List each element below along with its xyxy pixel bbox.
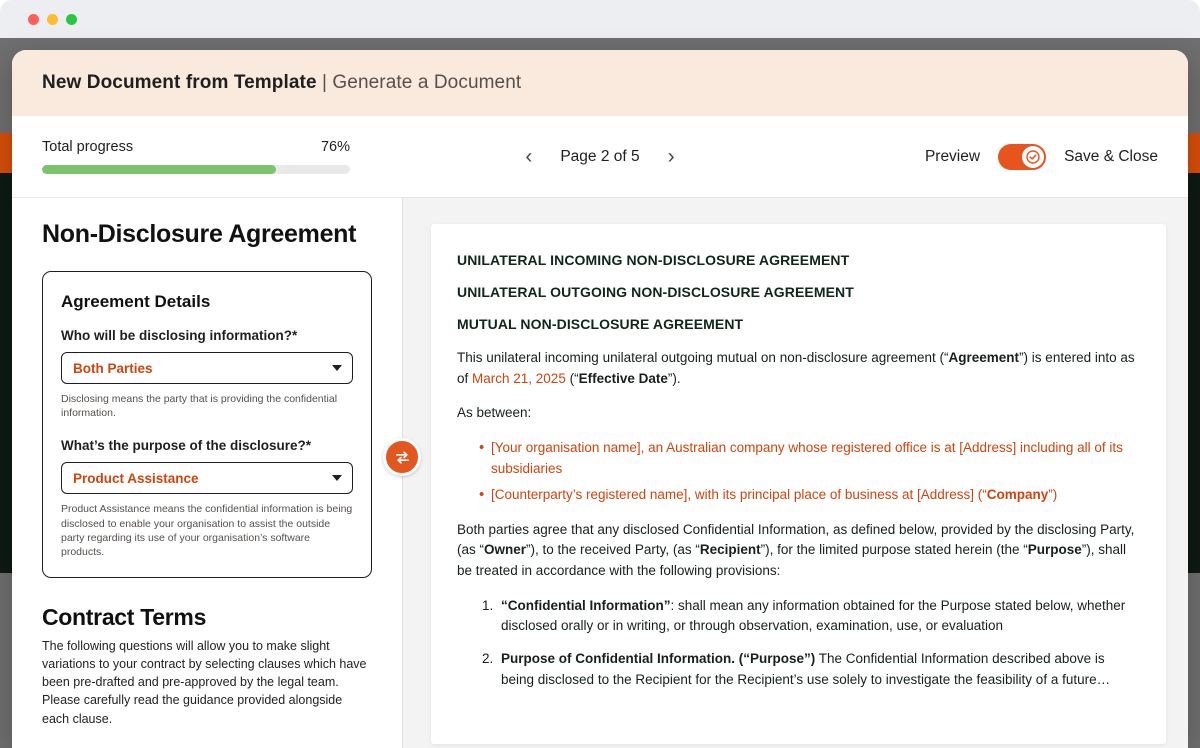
agreement-details-card (42, 271, 372, 578)
doc-heading-1: UNILATERAL INCOMING NON-DISCLOSURE AGREEMENT (457, 252, 850, 268)
party-2-bold: Company (986, 487, 1049, 503)
doc-intro-b: ”) is entered into as of (457, 350, 1135, 386)
provision-2-text: The Confidential Information described above is being disclosed to the Recipient for the Recipient’s use solely to investigate the feasibility of a future… (501, 651, 1111, 687)
doc-as-between: As between: (457, 405, 532, 421)
progress-fill (42, 165, 276, 174)
modal-header (12, 50, 1188, 116)
window-titlebar (0, 0, 1200, 38)
progress-percent: 76% (320, 139, 350, 155)
list-item (479, 438, 1140, 479)
list-item (497, 596, 1140, 637)
chevron-down-icon (332, 475, 342, 481)
disclosing-party-help: Disclosing means the party that is providing the confidential information. (61, 393, 338, 420)
para2-c: ”), for the limited purpose stated herein (the “ (760, 542, 1028, 558)
swap-arrows-icon (394, 449, 411, 466)
para2-recipient: Recipient (699, 542, 761, 558)
toolbar-right (925, 144, 1158, 170)
toggle-knob (1022, 146, 1044, 168)
doc-intro-paragraph (457, 348, 1140, 389)
contract-terms-description: The following questions will allow you to make slight variations to your contract by selecting clauses which have been pre-drafted and pre-approved by the legal team. Please carefully read the guidance provided alongside each clause. (42, 639, 367, 726)
minimize-window-icon[interactable] (47, 14, 58, 25)
modal-title-separator: | (316, 72, 333, 93)
form-panel (12, 198, 402, 748)
party-1-text: [Your organisation name], an Australian company whose registered office is at [Address] including all of its subsidiaries (491, 439, 1123, 476)
provision-1-text: : shall mean any information obtained for the Purpose stated below, whether disclosed orally or in writing, or through observation, examination, use, or evaluation (501, 597, 1126, 634)
para2-purpose: Purpose (1027, 542, 1082, 558)
preview-toggle[interactable] (998, 144, 1046, 170)
doc-intro-agreement: Agreement (948, 350, 1020, 365)
traffic-lights (28, 14, 77, 25)
para2-owner: Owner (484, 542, 527, 558)
chevron-down-icon (332, 365, 342, 371)
modal-body (12, 198, 1188, 748)
document-preview-panel (403, 198, 1188, 748)
document-paper (431, 224, 1166, 744)
provision-1-bold: “Confidential Information” (501, 597, 671, 613)
progress-toolbar (12, 116, 1188, 198)
doc-heading-2: UNILATERAL OUTGOING NON-DISCLOSURE AGREEMENT (457, 284, 854, 300)
doc-intro-d: ”). (667, 370, 681, 386)
modal-title-main: New Document from Template (42, 72, 317, 93)
document-generator-modal (12, 50, 1188, 748)
disclosing-party-select[interactable] (61, 352, 353, 384)
modal-title (42, 72, 521, 94)
doc-intro-effective-date: Effective Date (578, 370, 668, 386)
preview-label: Preview (924, 147, 981, 165)
agreement-details-title: Agreement Details (61, 292, 211, 311)
doc-intro-date: March 21, 2025 (472, 370, 566, 386)
list-item (497, 649, 1140, 690)
next-page-icon[interactable]: › (662, 144, 681, 169)
doc-heading-3: MUTUAL NON-DISCLOSURE AGREEMENT (457, 316, 744, 332)
purpose-value: Product Assistance (73, 470, 199, 486)
progress-label: Total progress (42, 139, 134, 155)
party-2-text: [Counterparty’s registered name], with its principal place of business at [Address] (“ (491, 487, 987, 503)
progress-track (42, 165, 350, 174)
provision-2-bold: Purpose of Confidential Information. (“Purpose”) (501, 651, 816, 667)
swap-panels-button[interactable] (383, 438, 421, 476)
close-window-icon[interactable] (28, 14, 39, 25)
previous-page-icon[interactable]: ‹ (519, 144, 538, 169)
contract-terms-heading: Contract Terms (42, 604, 207, 631)
party-2-text-end: ”) (1048, 487, 1058, 503)
doc-intro-a: This unilateral incoming unilateral outgoing mutual on non-disclosure agreement (“ (457, 350, 949, 365)
para2-a: Both parties agree that any disclosed Confidential Information, as defined below, provided by the disclosing Party, (as “ (457, 521, 1135, 558)
page-indicator: Page 2 of 5 (560, 147, 640, 165)
para2-b: ”), to the received Party, (as “ (526, 542, 700, 558)
save-and-close-button[interactable]: Save & Close (1064, 147, 1158, 165)
disclosing-party-value: Both Parties (73, 360, 153, 376)
list-item (479, 485, 1140, 506)
purpose-select[interactable] (61, 462, 353, 494)
doc-both-parties-paragraph (457, 520, 1140, 582)
doc-intro-c: (“ (565, 370, 579, 386)
check-circle-icon (1026, 150, 1040, 164)
page-title: Non-Disclosure Agreement (42, 220, 357, 248)
para2-d: ”), shall be treated in accordance with the following provisions: (457, 542, 1127, 579)
purpose-label: What’s the purpose of the disclosure?* (61, 438, 312, 454)
modal-title-sub: Generate a Document (332, 72, 522, 93)
progress-block (42, 139, 352, 174)
panel-divider (402, 198, 403, 748)
disclosing-party-label: Who will be disclosing information?* (61, 328, 298, 343)
zoom-window-icon[interactable] (66, 14, 77, 25)
doc-parties-list (457, 438, 1140, 506)
doc-provisions-list (457, 596, 1140, 691)
purpose-help: Product Assistance means the confidential information is being disclosed to enable your organisation to assist the outside party regarding its use of your organisation’s software products. (61, 503, 353, 558)
